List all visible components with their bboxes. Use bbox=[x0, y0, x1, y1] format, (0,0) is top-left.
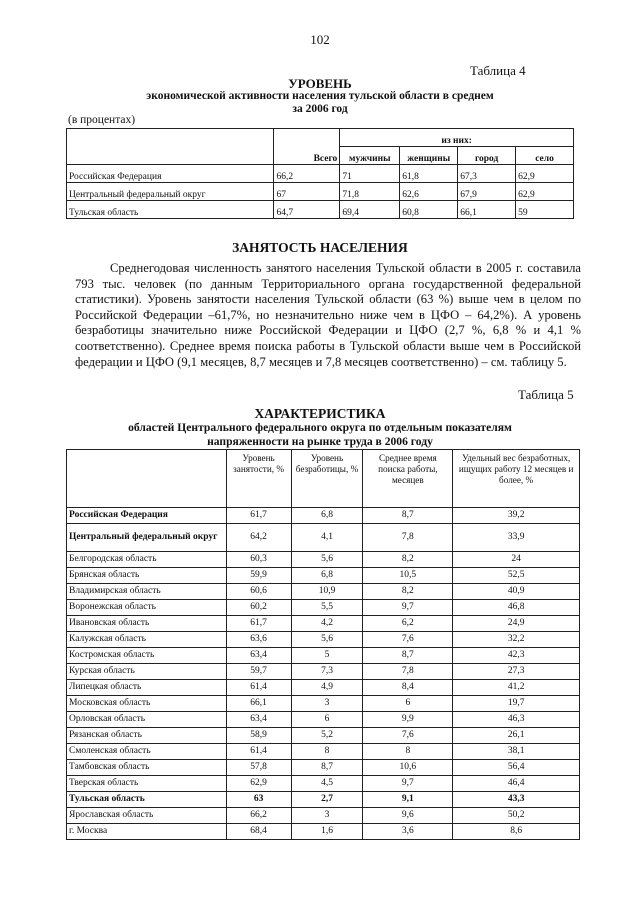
cell: 9,7 bbox=[363, 776, 453, 792]
table4-label: Таблица 4 bbox=[470, 63, 526, 78]
cell: 8,4 bbox=[363, 680, 453, 696]
cell: 66,1 bbox=[226, 696, 291, 712]
cell: 4,9 bbox=[291, 680, 363, 696]
table4-corner-cell bbox=[67, 129, 274, 165]
cell: 59 bbox=[516, 201, 574, 219]
cell: 67,9 bbox=[458, 183, 516, 201]
table-row bbox=[67, 824, 580, 840]
table5-title: ХАРАКТЕРИСТИКА bbox=[254, 406, 386, 421]
cell: 40,9 bbox=[453, 584, 580, 600]
cell: 9,6 bbox=[363, 808, 453, 824]
table5-label: Таблица 5 bbox=[518, 387, 574, 402]
row-name: Тамбовская область bbox=[67, 760, 227, 776]
cell: 7,6 bbox=[363, 632, 453, 648]
cell: 43,3 bbox=[453, 792, 580, 808]
cell: 63,4 bbox=[226, 712, 291, 728]
cell: 60,3 bbox=[226, 552, 291, 568]
cell: 46,3 bbox=[453, 712, 580, 728]
cell: 6,2 bbox=[363, 616, 453, 632]
row-name: Тверская область bbox=[67, 776, 227, 792]
row-name: Брянская область bbox=[67, 568, 227, 584]
cell: 60,2 bbox=[226, 600, 291, 616]
row-name: Калужская область bbox=[67, 632, 227, 648]
cell: 3 bbox=[291, 696, 363, 712]
cell: 24 bbox=[453, 552, 580, 568]
cell: 38,1 bbox=[453, 744, 580, 760]
cell: 5,2 bbox=[291, 728, 363, 744]
table4-units: (в процентах) bbox=[68, 114, 136, 126]
table4-col-group: из них: bbox=[340, 129, 574, 147]
cell: 24,9 bbox=[453, 616, 580, 632]
cell: 8,2 bbox=[363, 584, 453, 600]
table5-subtitle-line2: напряженности на рынке труда в 2006 году bbox=[207, 435, 433, 448]
table5-col-header: Уровень безработицы, % bbox=[291, 450, 363, 508]
table4 bbox=[66, 128, 574, 219]
table-row bbox=[67, 760, 580, 776]
row-name: Ивановская область bbox=[67, 616, 227, 632]
cell: 66,2 bbox=[226, 808, 291, 824]
cell: 7,3 bbox=[291, 664, 363, 680]
row-name: Смоленская область bbox=[67, 744, 227, 760]
table-row bbox=[67, 696, 580, 712]
table5-col-header: Удельный вес безработных, ищущих работу 12 месяцев и более, % bbox=[453, 450, 580, 508]
cell: 63 bbox=[226, 792, 291, 808]
cell: 50,2 bbox=[453, 808, 580, 824]
cell: 57,8 bbox=[226, 760, 291, 776]
table-row bbox=[67, 508, 580, 524]
table-row bbox=[67, 648, 580, 664]
row-name: Липецкая область bbox=[67, 680, 227, 696]
cell: 60,6 bbox=[226, 584, 291, 600]
cell: 8,7 bbox=[363, 648, 453, 664]
row-name: Белгородская область bbox=[67, 552, 227, 568]
cell: 4,2 bbox=[291, 616, 363, 632]
cell: 8 bbox=[363, 744, 453, 760]
cell: 26,1 bbox=[453, 728, 580, 744]
page-number: 102 bbox=[310, 32, 330, 47]
cell: 6 bbox=[363, 696, 453, 712]
row-name: Российская Федерация bbox=[67, 165, 274, 183]
cell: 8,2 bbox=[363, 552, 453, 568]
cell: 7,8 bbox=[363, 524, 453, 552]
table-row bbox=[67, 183, 574, 201]
cell: 67 bbox=[274, 183, 340, 201]
cell: 62,9 bbox=[226, 776, 291, 792]
table-row bbox=[67, 165, 574, 183]
cell: 61,7 bbox=[226, 616, 291, 632]
cell: 41,2 bbox=[453, 680, 580, 696]
cell: 6 bbox=[291, 712, 363, 728]
cell: 60,8 bbox=[400, 201, 458, 219]
table5-subtitle-line1: областей Центрального федерального округа по отдельным показателям bbox=[128, 421, 512, 434]
cell: 69,4 bbox=[340, 201, 400, 219]
table-row bbox=[67, 808, 580, 824]
table5-col-header: Среднее время поиска работы, месяцев bbox=[363, 450, 453, 508]
cell: 5,6 bbox=[291, 552, 363, 568]
cell: 9,9 bbox=[363, 712, 453, 728]
cell: 71,8 bbox=[340, 183, 400, 201]
cell: 27,3 bbox=[453, 664, 580, 680]
table-row bbox=[67, 744, 580, 760]
table4-col-header: мужчины bbox=[340, 147, 400, 165]
table-row bbox=[67, 632, 580, 648]
cell: 5,5 bbox=[291, 600, 363, 616]
cell: 33,9 bbox=[453, 524, 580, 552]
cell: 59,7 bbox=[226, 664, 291, 680]
cell: 62,9 bbox=[516, 165, 574, 183]
cell: 61,4 bbox=[226, 744, 291, 760]
cell: 61,7 bbox=[226, 508, 291, 524]
cell: 7,6 bbox=[363, 728, 453, 744]
table4-col-total: Всего bbox=[274, 129, 340, 165]
table-row bbox=[67, 776, 580, 792]
cell: 3 bbox=[291, 808, 363, 824]
cell: 59,9 bbox=[226, 568, 291, 584]
cell: 32,2 bbox=[453, 632, 580, 648]
row-name: Центральный федеральный округ bbox=[67, 524, 227, 552]
table4-subtitle-line1: экономической активности населения тульской области в среднем bbox=[146, 90, 494, 102]
cell: 62,9 bbox=[516, 183, 574, 201]
cell: 71 bbox=[340, 165, 400, 183]
table-row bbox=[67, 680, 580, 696]
cell: 42,3 bbox=[453, 648, 580, 664]
table-row bbox=[67, 600, 580, 616]
table4-col-header: женщины bbox=[400, 147, 458, 165]
table5-corner-cell bbox=[67, 450, 227, 508]
cell: 4,1 bbox=[291, 524, 363, 552]
table-row bbox=[67, 201, 574, 219]
cell: 46,4 bbox=[453, 776, 580, 792]
row-name: Центральный федеральный округ bbox=[67, 183, 274, 201]
cell: 10,5 bbox=[363, 568, 453, 584]
cell: 9,1 bbox=[363, 792, 453, 808]
table4-subtitle-line2: за 2006 год bbox=[292, 103, 348, 115]
cell: 67,3 bbox=[458, 165, 516, 183]
row-name: Ярославская область bbox=[67, 808, 227, 824]
cell: 46,8 bbox=[453, 600, 580, 616]
row-name: г. Москва bbox=[67, 824, 227, 840]
table5 bbox=[66, 449, 580, 840]
row-name: Орловская область bbox=[67, 712, 227, 728]
cell: 66,2 bbox=[274, 165, 340, 183]
row-name: Рязанская область bbox=[67, 728, 227, 744]
row-name: Курская область bbox=[67, 664, 227, 680]
cell: 8,7 bbox=[291, 760, 363, 776]
cell: 6,8 bbox=[291, 508, 363, 524]
cell: 4,5 bbox=[291, 776, 363, 792]
table4-col-header: город bbox=[458, 147, 516, 165]
table5-col-header: Уровень занятости, % bbox=[226, 450, 291, 508]
cell: 68,4 bbox=[226, 824, 291, 840]
row-name: Костромская область bbox=[67, 648, 227, 664]
cell: 52,5 bbox=[453, 568, 580, 584]
table-row bbox=[67, 568, 580, 584]
table-row bbox=[67, 584, 580, 600]
cell: 64,7 bbox=[274, 201, 340, 219]
cell: 9,7 bbox=[363, 600, 453, 616]
employment-heading: ЗАНЯТОСТЬ НАСЕЛЕНИЯ bbox=[232, 240, 408, 255]
row-name: Тульская область bbox=[67, 201, 274, 219]
cell: 19,7 bbox=[453, 696, 580, 712]
table5-body bbox=[67, 508, 580, 840]
table-row bbox=[67, 552, 580, 568]
cell: 10,6 bbox=[363, 760, 453, 776]
cell: 63,6 bbox=[226, 632, 291, 648]
cell: 8,7 bbox=[363, 508, 453, 524]
cell: 56,4 bbox=[453, 760, 580, 776]
cell: 39,2 bbox=[453, 508, 580, 524]
cell: 5,6 bbox=[291, 632, 363, 648]
cell: 8 bbox=[291, 744, 363, 760]
cell: 64,2 bbox=[226, 524, 291, 552]
row-name: Российская Федерация bbox=[67, 508, 227, 524]
cell: 3,6 bbox=[363, 824, 453, 840]
table-row bbox=[67, 792, 580, 808]
cell: 62,6 bbox=[400, 183, 458, 201]
cell: 66,1 bbox=[458, 201, 516, 219]
table-row bbox=[67, 712, 580, 728]
cell: 8,6 bbox=[453, 824, 580, 840]
table-row bbox=[67, 728, 580, 744]
table-row bbox=[67, 616, 580, 632]
table4-col-header: село bbox=[516, 147, 574, 165]
row-name: Московская область bbox=[67, 696, 227, 712]
cell: 7,8 bbox=[363, 664, 453, 680]
row-name: Тульская область bbox=[67, 792, 227, 808]
table-row bbox=[67, 664, 580, 680]
cell: 10,9 bbox=[291, 584, 363, 600]
cell: 5 bbox=[291, 648, 363, 664]
cell: 6,8 bbox=[291, 568, 363, 584]
employment-paragraph: Среднегодовая численность занятого населения Тульской области в 2005 г. составила 793 тыс. человек (по данным Территориального органа государственной федеральной статистики). Уровень занятости населения Тульской области (63 %) выше чем в целом по Российской Федерации –61,7%, но незначительно ниже чем в ЦФО – 64,2%). А уровень безработицы значительно ниже Российской Федерации и ЦФО (2,7 %, 6,8 % и 4,1 % соответственно). Среднее время поиска работы в Тульской области выше чем в Российской федерации и ЦФО (9,1 месяцев, 8,7 месяцев и 7,8 месяцев соответственно) – см. таблицу 5. bbox=[75, 261, 581, 369]
cell: 61,4 bbox=[226, 680, 291, 696]
row-name: Владимирская область bbox=[67, 584, 227, 600]
cell: 2,7 bbox=[291, 792, 363, 808]
cell: 63,4 bbox=[226, 648, 291, 664]
cell: 58,9 bbox=[226, 728, 291, 744]
cell: 1,6 bbox=[291, 824, 363, 840]
table5-header-row bbox=[67, 450, 580, 508]
row-name: Воронежская область bbox=[67, 600, 227, 616]
table4-title: УРОВЕНЬ bbox=[288, 76, 352, 91]
cell: 61,8 bbox=[400, 165, 458, 183]
table-row bbox=[67, 524, 580, 552]
